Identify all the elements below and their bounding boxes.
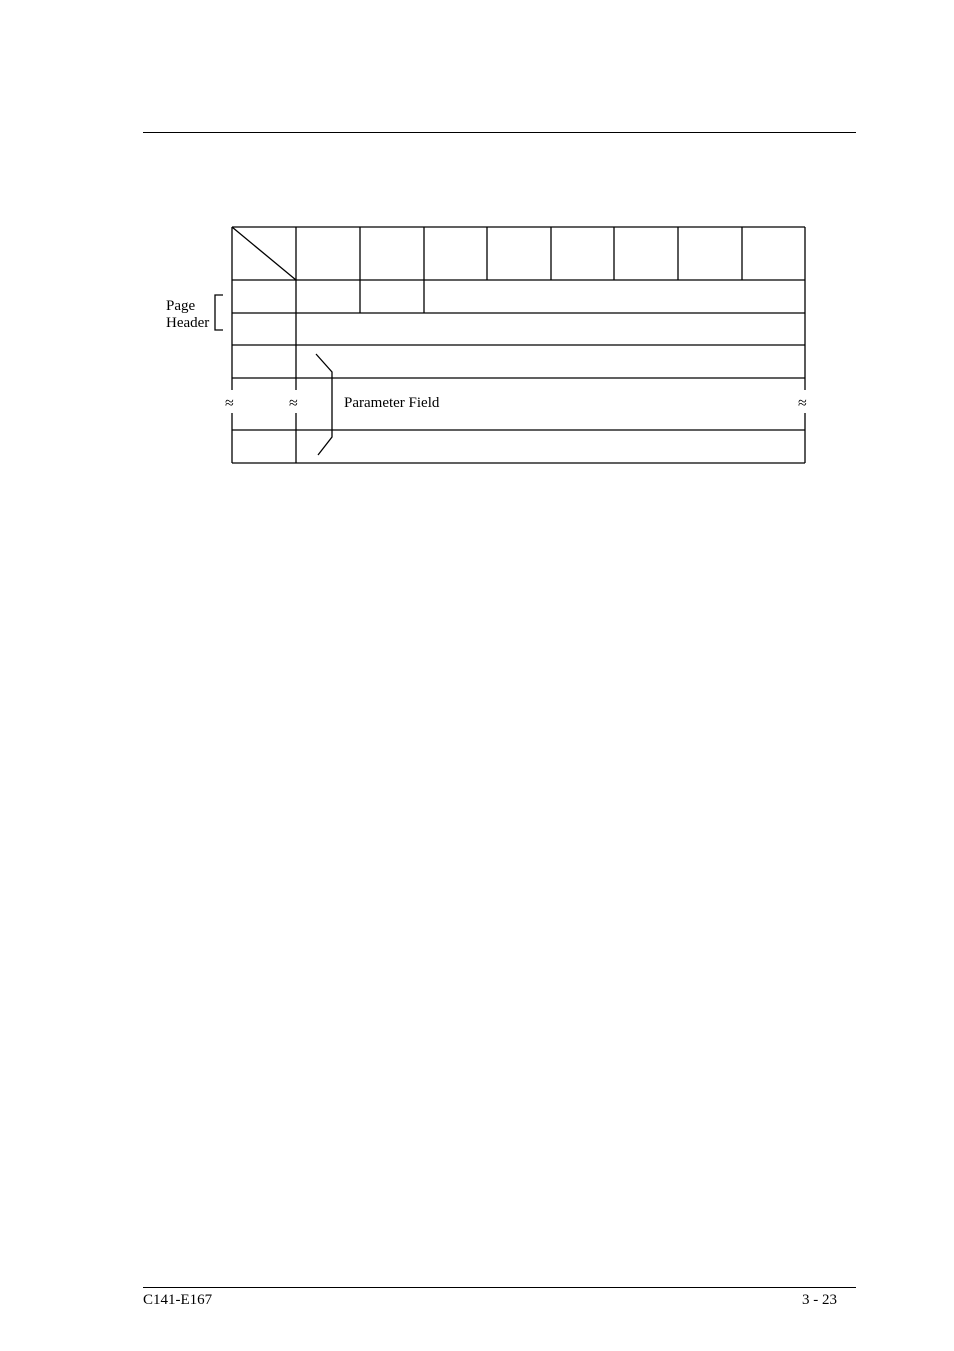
page-header-label-line1: Page: [166, 298, 196, 314]
page-number: 3 - 23: [802, 1292, 837, 1308]
parameter-field-label: Parameter Field: [344, 395, 440, 411]
footer-rule: [143, 1287, 856, 1288]
page-header-label-line2: Header: [166, 315, 210, 331]
page-header-bracket: [215, 295, 223, 330]
break-symbol-middle: ≈: [289, 395, 298, 412]
document-code: C141-E167: [143, 1292, 213, 1308]
break-symbol-right: ≈: [798, 395, 807, 412]
corner-diagonal: [232, 227, 296, 280]
break-symbol-left: ≈: [225, 395, 234, 412]
parameter-field-brace: [316, 354, 332, 455]
